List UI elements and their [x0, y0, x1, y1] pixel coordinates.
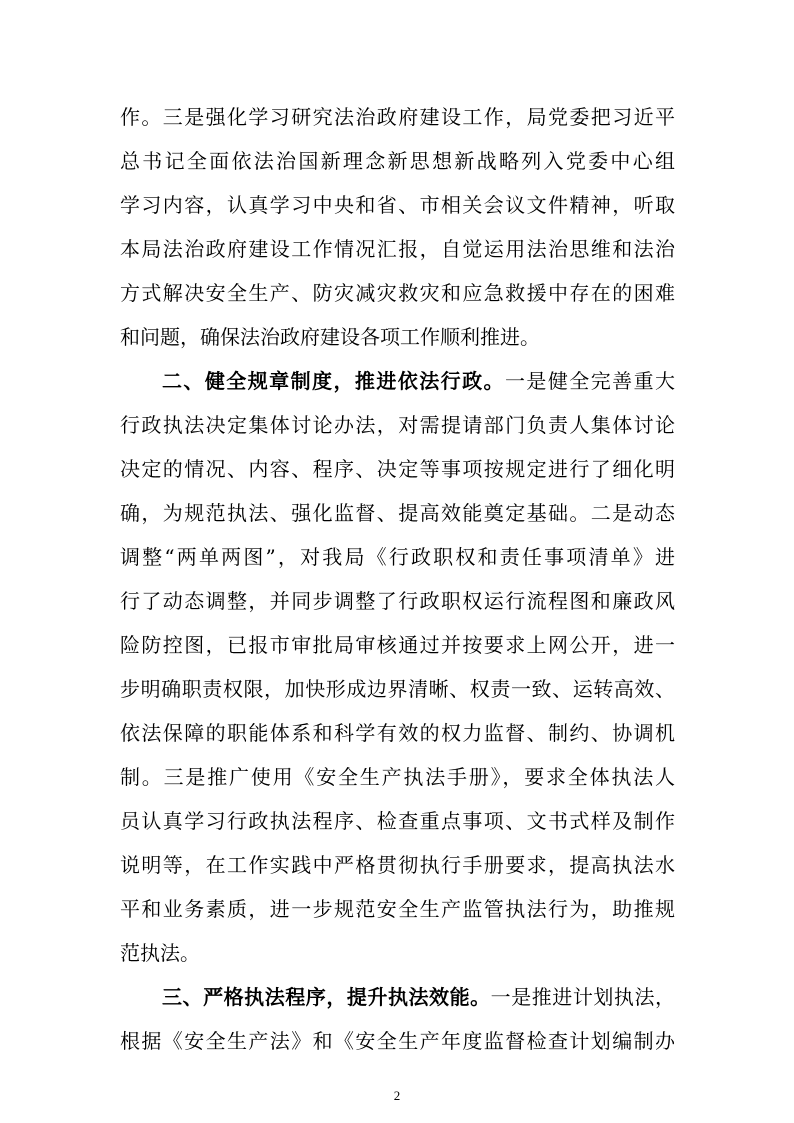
paragraph-line: 和问题，确保法治政府建设各项工作顺利推进。	[120, 325, 540, 349]
paragraph-line: 本局法治政府建设工作情况汇报，自觉运用法治思维和法治	[120, 237, 675, 261]
paragraph-line: 行了动态调整，并同步调整了行政职权运行流程图和廉政风	[120, 589, 675, 613]
paragraph-line: 制。三是推广使用《安全生产执法手册》，要求全体执法人	[120, 765, 675, 789]
paragraph-line: 学习内容，认真学习中央和省、市相关会议文件精神，听取	[120, 193, 675, 217]
paragraph-line: 总书记全面依法治国新理念新思想新战略列入党委中心组	[120, 149, 675, 173]
paragraph-line: 范执法。	[120, 941, 200, 965]
paragraph-line: 调整“两单两图”，对我局《行政职权和责任事项清单》进	[120, 545, 675, 569]
paragraph-line: 确，为规范执法、强化监督、提高效能奠定基础。二是动态	[120, 501, 675, 525]
paragraph-line: 平和业务素质，进一步规范安全生产监管执法行为，助推规	[120, 897, 675, 921]
paragraph-line: 根据《安全生产法》和《安全生产年度监督检查计划编制办	[120, 1029, 675, 1053]
section-two-heading: 二、健全规章制度，推进依法行政。	[162, 369, 505, 393]
paragraph-line: 作。三是强化学习研究法治政府建设工作，局党委把习近平	[120, 105, 675, 129]
paragraph-line: 依法保障的职能体系和科学有效的权力监督、制约、协调机	[120, 721, 675, 745]
paragraph-line: 险防控图，已报市审批局审核通过并按要求上网公开，进一	[120, 633, 675, 657]
section-three-heading: 三、严格执法程序，提升执法效能。	[162, 985, 491, 1009]
paragraph-line: 说明等，在工作实践中严格贯彻执行手册要求，提高执法水	[120, 853, 675, 877]
page-number: 2	[393, 1088, 401, 1103]
section-two-first-line	[162, 367, 675, 395]
paragraph-line: 员认真学习行政执法程序、检查重点事项、文书式样及制作	[120, 809, 675, 833]
section-two-first-line-rest: 一是健全完善重大	[504, 369, 676, 393]
paragraph-line: 方式解决安全生产、防灾减灾救灾和应急救援中存在的困难	[120, 281, 675, 305]
section-three-first-line-rest: 一是推进计划执法，	[490, 985, 676, 1009]
paragraph-line: 决定的情况、内容、程序、决定等事项按规定进行了细化明	[120, 457, 675, 481]
section-three-first-line	[162, 983, 675, 1011]
paragraph-line: 行政执法决定集体讨论办法，对需提请部门负责人集体讨论	[120, 413, 675, 437]
paragraph-line: 步明确职责权限，加快形成边界清晰、权责一致、运转高效、	[120, 677, 675, 701]
